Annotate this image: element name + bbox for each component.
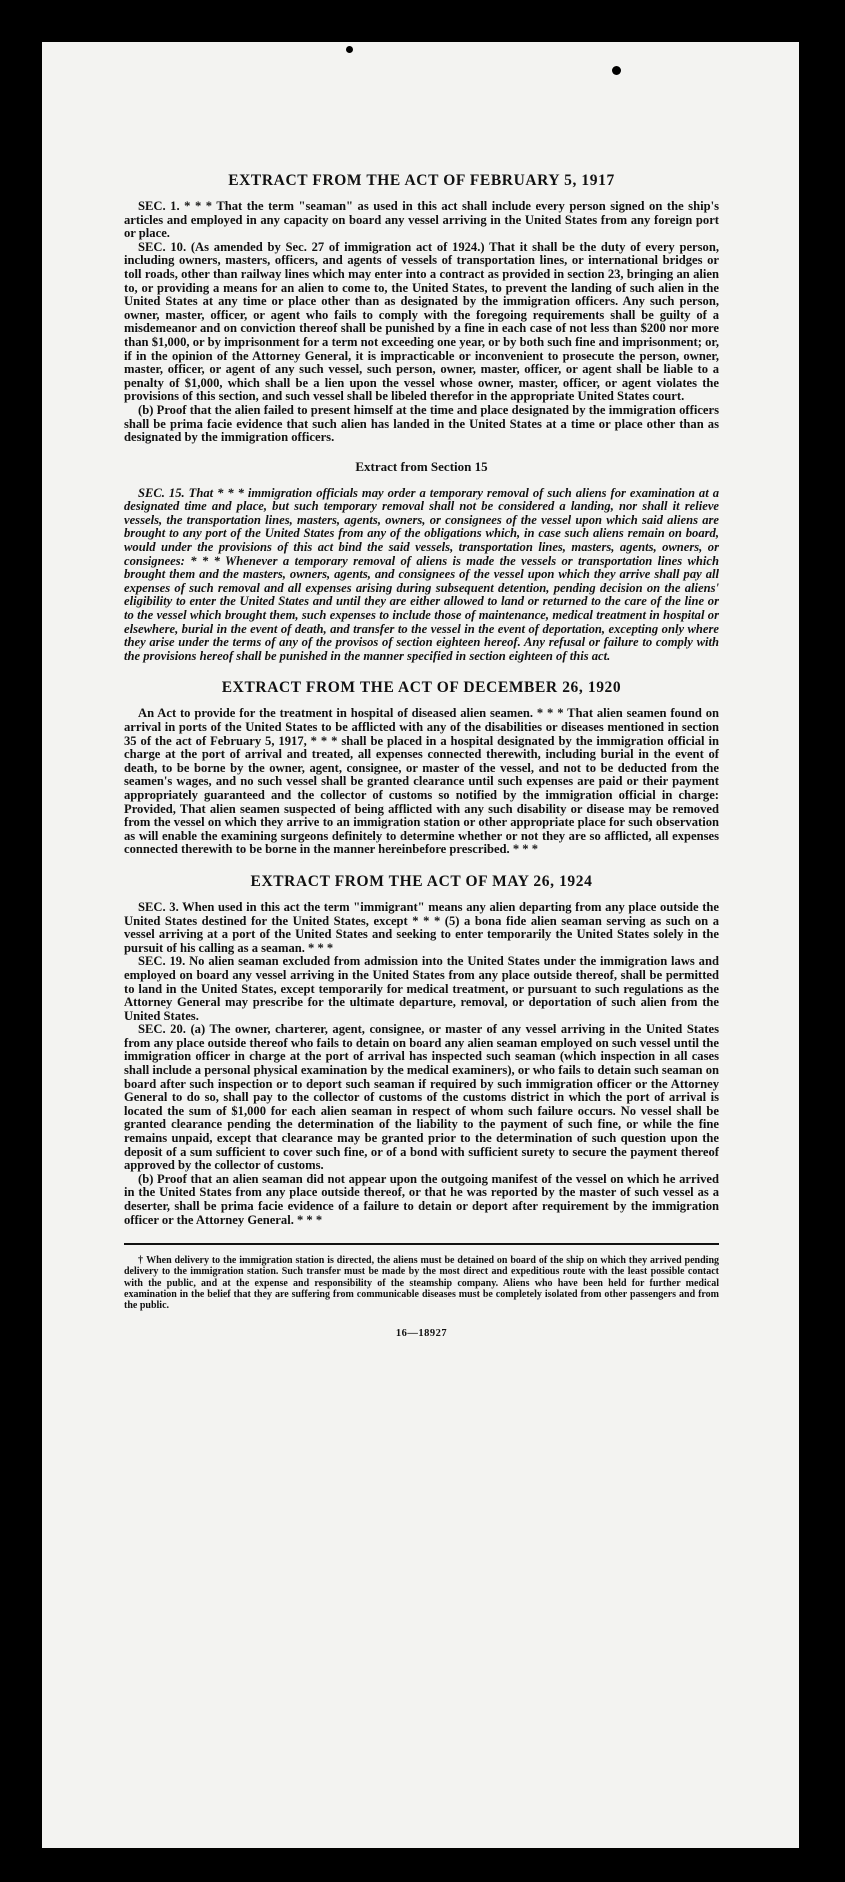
paragraph: An Act to provide for the treatment in hospital of diseased alien seamen. * * * That alien seamen found on arrival in ports of the United States to be afflicted with any of the disabilities or diseases mentioned in section 35 of the act of February 5, 1917, * * * shall be placed in a hospital designated by the immigration official in charge at the port of arrival and treated, all expenses connected therewith, including burial in the event of death, to be borne by the owner, agent, consignee, or master of the vessel, and not to be deducted from the seamen's wages, and no such vessel shall be granted clearance until such expenses are paid or their payment appropriately guaranteed and the collector of customs so notified by the immigration official in charge: Provided, That alien seamen suspected of being afflicted with any such disability or disease may be removed from the vessel on which they arrive to an immigration station or other appropriate place for such observation as will enable the examining surgeons definitely to determine whether or not they are so afflicted, all expenses connected therewith to be borne in the manner hereinbefore prescribed. * * * (124, 706, 719, 857)
paragraph: SEC. 15. That * * * immigration officials may order a temporary removal of such aliens for examination at a designated time and place, but such temporary removal shall not be considered a landing, nor shall it relieve vessels, the transportation lines, masters, agents, owners, or consignees of the vessel upon which said aliens are brought to any port of the United States from any of the obligations which, in case such aliens remain on board, would under the provisions of this act bind the said vessels, transportation lines, masters, agents, owners, or consignees: * * * Whenever a temporary removal of aliens is made the vessels or transportation lines which brought them and the masters, owners, agents, and consignees of the vessel upon which they arrive shall pay all expenses of such removal and all expenses arising during subsequent detention, pending decision on the aliens' eligibility to enter the United States and until they are either allowed to land or returned to the care of the line or to the vessel which brought them, such expenses to include those of maintenance, medical treatment in hospital or elsewhere, burial in the event of death, and transfer to the vessel in the event of deportation, excepting only where they arise under the terms of any of the provisos of section eighteen hereof. Any refusal or failure to comply with the provisions hereof shall be punished in the manner specified in section eighteen of this act. (124, 485, 719, 663)
footnote: † When delivery to the immigration station is directed, the aliens must be detained on board of the ship on which they arrived pending delivery to the immigration station. Such transfer must be made by the most direct and expeditious route with the least possible contact with the public, and at the expense and responsibility of the steamship company. Aliens who have been held for further medical examination in the belief that they are suffering from communicable diseases must be completely isolated from other passengers and from the public. (124, 1255, 719, 1312)
form-number: 16—18927 (395, 1327, 448, 1339)
footnote-divider (124, 1243, 719, 1245)
paragraph: SEC. 3. When used in this act the term "immigrant" means any alien departing from any place outside the United States destined for the United States, except * * * (5) a bona fide alien seaman serving as such on a vessel arriving at a port of the United States and seeking to enter temporarily the United States solely in the pursuit of his calling as a seaman. * * * (124, 899, 719, 955)
section-heading: EXTRACT FROM THE ACT OF DECEMBER 26, 1920 (221, 679, 622, 697)
paragraph: SEC. 10. (As amended by Sec. 27 of immigration act of 1924.) That it shall be the duty of every person, including owners, masters, officers, and agents of vessels of transportation lines, or international bridges or toll roads, other than railway lines which may enter into a contract as provided in section 23, bringing an alien to, or providing a means for an alien to come to, the United States, to prevent the landing of such alien in the United States at any time or place other than as designated by the immigration officers. Any such person, owner, master, officer, or agent who fails to comply with the foregoing requirements shall be guilty of a misdemeanor and on conviction thereof shall be punished by a fine in each case of not less than $200 nor more than $1,000, or by imprisonment for a term not exceeding one year, or by both such fine and imprisonment; or, if in the opinion of the Attorney General, it is impracticable or inconvenient to prosecute the person, owner, master, officer, or agent of any such vessel, such person, owner, master, officer, or agent shall be liable to a penalty of $1,000, which shall be a lien upon the vessel whose owner, master, officer, or agent violates the provisions of this section, and such vessel shall be libeled therefor in the appropriate United States court. (124, 239, 719, 404)
paragraph: SEC. 20. (a) The owner, charterer, agent, consignee, or master of any vessel arriving in the United States from any place outside thereof who fails to detain on board any alien seaman employed on such vessel until the immigration officer in charge at the port of arrival has inspected such seaman (which inspection in all cases shall include a personal physical examination by the medical examiners), or who fails to detain such seaman on board after such inspection or to deport such seaman if required by such immigration officer or the Attorney General to do so, shall pay to the collector of customs of the customs district in which the port of arrival is located the sum of $1,000 for each alien seaman in respect of whom such failure occurs. No vessel shall be granted clearance pending the determination of the liability to the payment of such fine, or while the fine remains unpaid, except that clearance may be granted prior to the determination of such question upon the deposit of a sum sufficient to cover such fine, or of a bond with sufficient surety to secure the payment thereof approved by the collector of customs. (124, 1022, 719, 1173)
section-subheading: Extract from Section 15 (355, 458, 488, 474)
punch-hole-mark (346, 46, 353, 53)
section-heading: EXTRACT FROM THE ACT OF FEBRUARY 5, 1917 (228, 172, 615, 189)
paragraph: (b) Proof that an alien seaman did not appear upon the outgoing manifest of the vessel on which he arrived in the United States from any place outside thereof, or that he was reported by the master of such vessel as a deserter, shall be prima facie evidence of a failure to detain or deport after requirement by the immigration officer or the Attorney General. * * * (124, 1171, 719, 1227)
punch-hole-mark (612, 66, 621, 75)
document-page (42, 42, 799, 1848)
paragraph: (b) Proof that the alien failed to present himself at the time and place designated by the immigration officers shall be prima facie evidence that such alien has landed in the United States at a time or place other than as designated by the immigration officers. (124, 402, 719, 445)
paragraph: SEC. 19. No alien seaman excluded from admission into the United States under the immigration laws and employed on board any vessel arriving in the United States from any place outside thereof, shall be permitted to land in the United States, except temporarily for medical treatment, or pursuant to such regulations as the Attorney General may prescribe for the ultimate departure, removal, or deportation of such alien from the United States. (124, 954, 719, 1023)
section-heading: EXTRACT FROM THE ACT OF MAY 26, 1924 (250, 872, 593, 890)
paragraph: SEC. 1. * * * That the term "seaman" as used in this act shall include every person signed on the ship's articles and employed in any capacity on board any vessel arriving in the United States from any foreign port or place. (124, 199, 719, 241)
